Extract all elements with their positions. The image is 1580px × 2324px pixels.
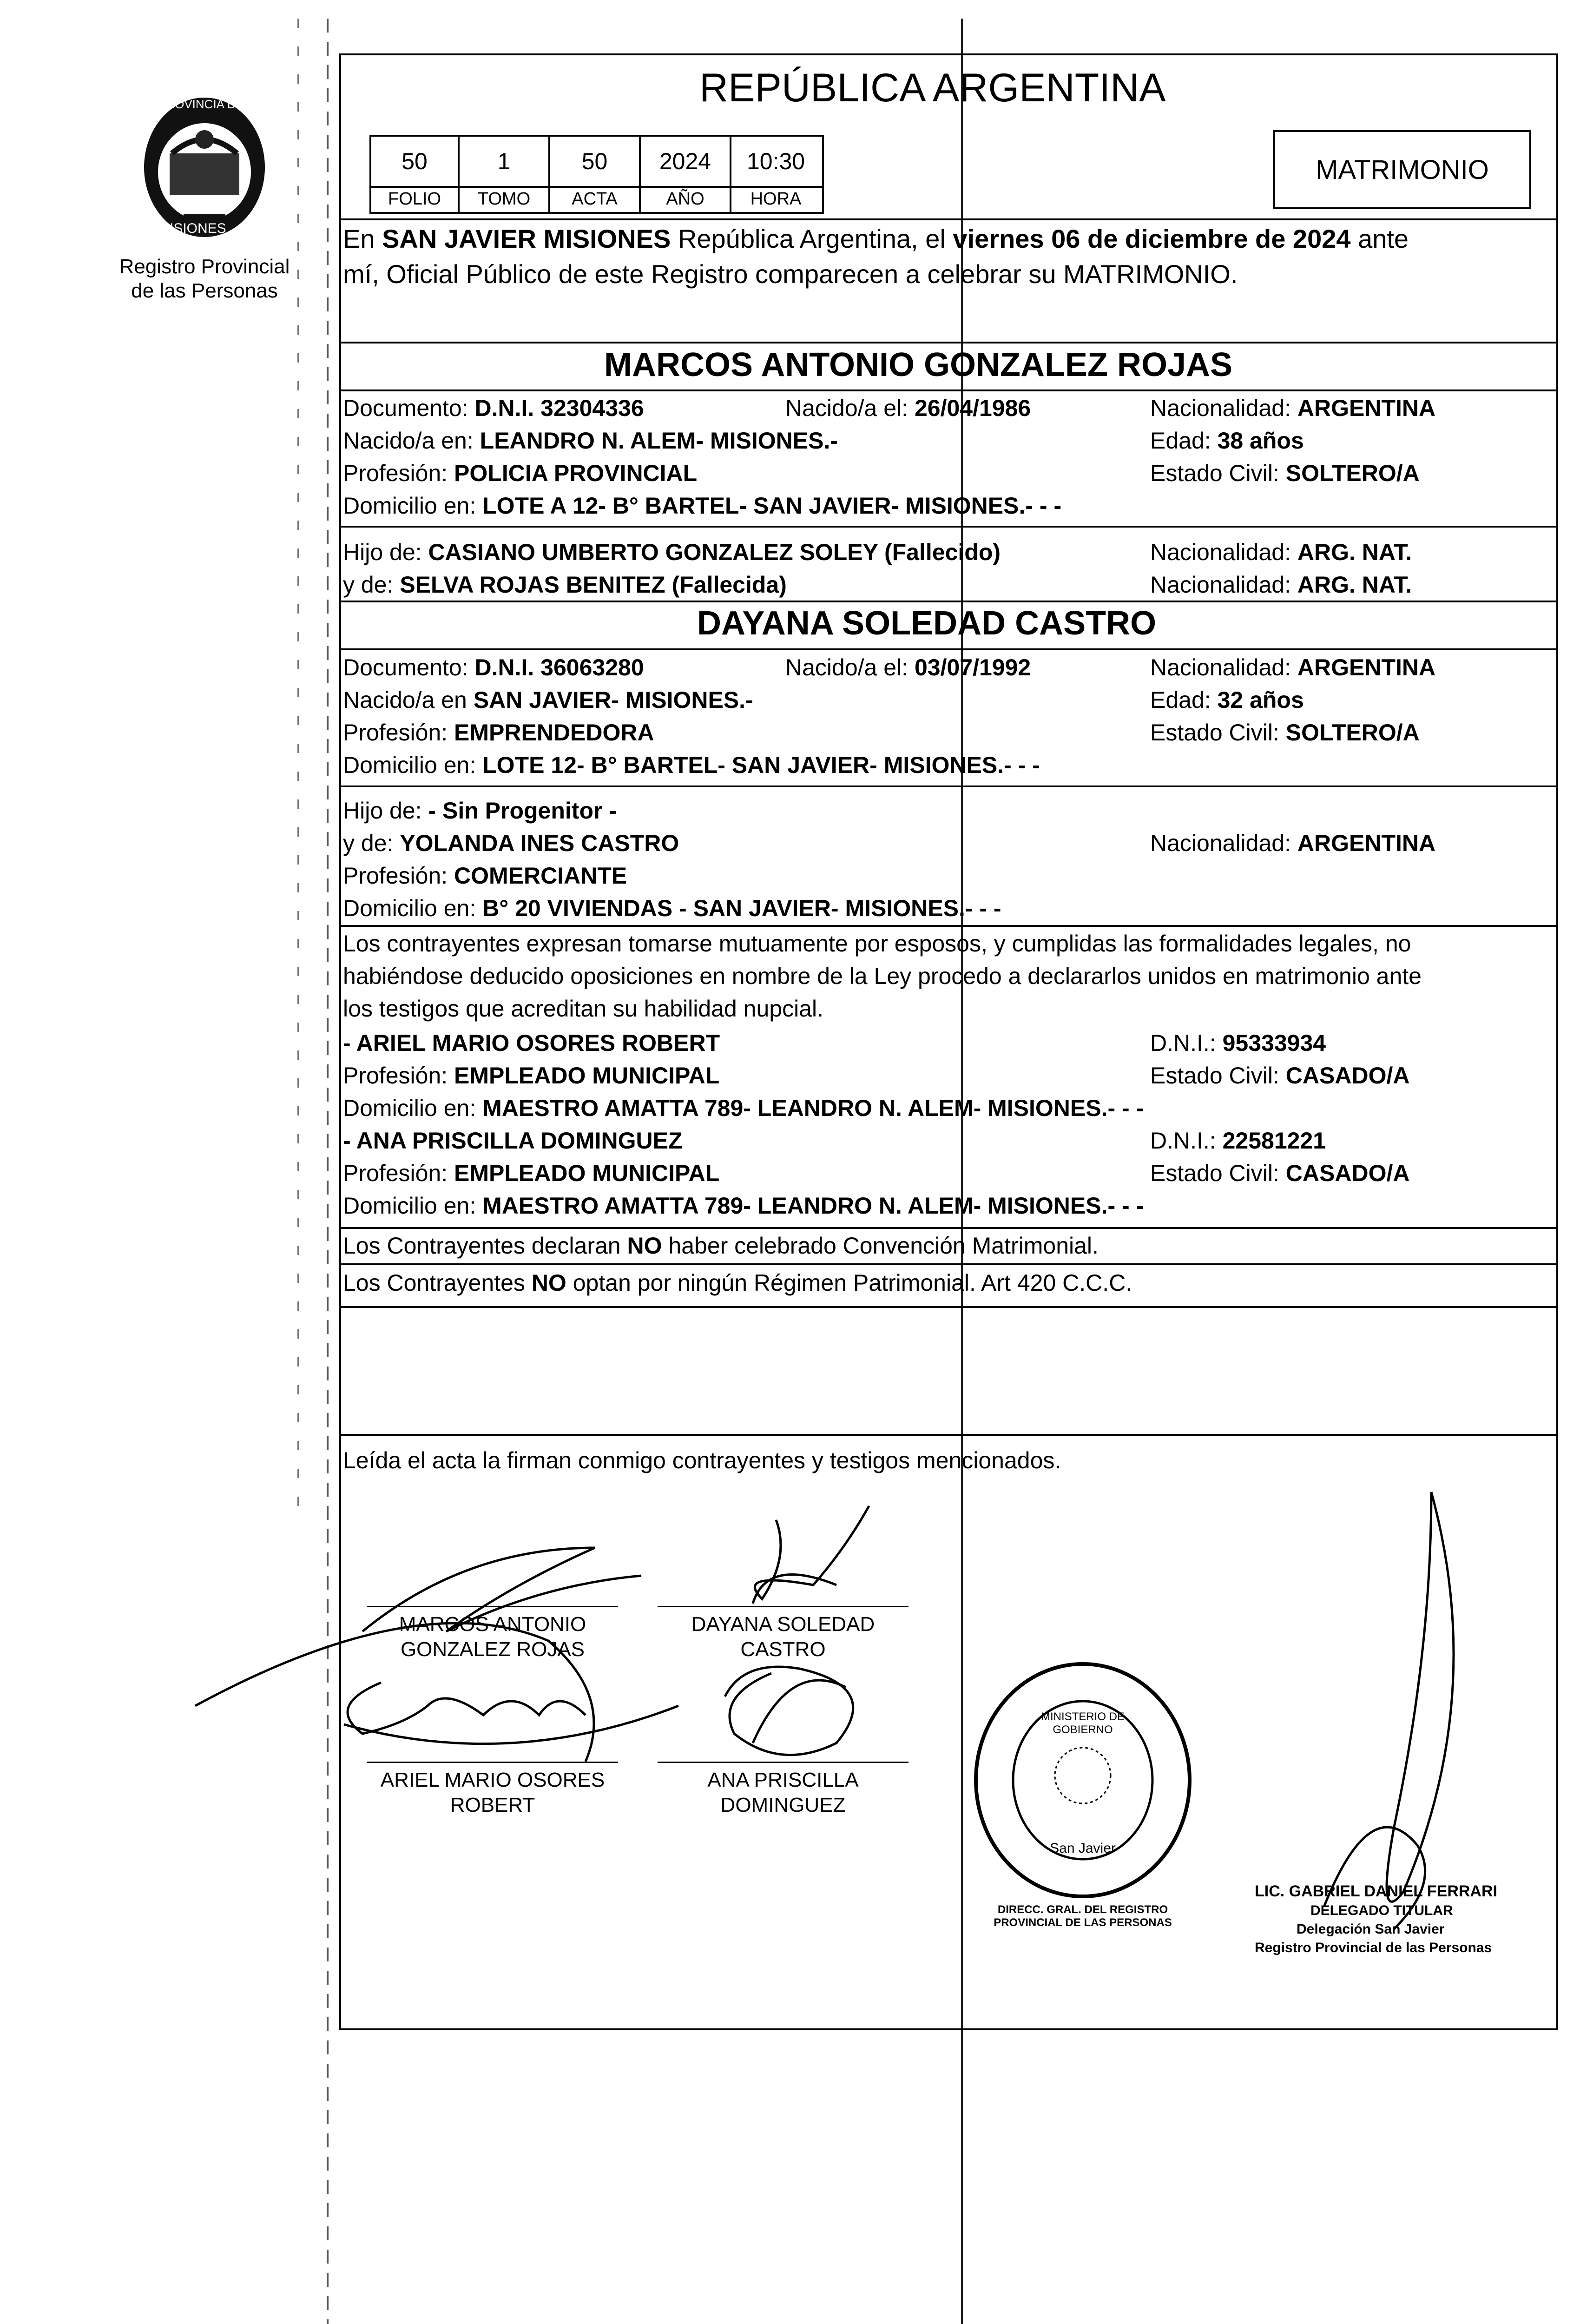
note-convention: Los Contrayentes declaran NO haber celebrado Convención Matrimonial. bbox=[343, 1233, 1099, 1259]
groom-name: MARCOS ANTONIO GONZALEZ ROJAS bbox=[604, 346, 1233, 383]
seal-text-bottom: MISIONES bbox=[158, 221, 226, 236]
bride-prof: Profesión: EMPRENDEDORA bbox=[343, 720, 654, 746]
acta-value: 50 bbox=[581, 148, 608, 174]
bride-mother-prof: Profesión: COMERCIANTE bbox=[343, 863, 627, 889]
bride-mother-addr: Domicilio en: B° 20 VIVIENDAS - SAN JAVIER- MISIONES.- - - bbox=[343, 895, 1001, 921]
bride-doc: Documento: D.N.I. 36063280 bbox=[343, 654, 644, 680]
groom-prof: Profesión: POLICIA PROVINCIAL bbox=[343, 460, 698, 486]
intro-line2: mí, Oficial Público de este Registro comparecen a celebrar su MATRIMONIO. bbox=[343, 259, 1238, 289]
country-title: REPÚBLICA ARGENTINA bbox=[699, 66, 1166, 110]
intro-line1: En SAN JAVIER MISIONES República Argentina, el viernes 06 de diciembre de 2024 ante bbox=[343, 224, 1409, 253]
bride-civil: Estado Civil: SOLTERO/A bbox=[1150, 720, 1420, 746]
bride-mother-nat: Nacionalidad: ARGENTINA bbox=[1150, 830, 1436, 856]
groom-civil: Estado Civil: SOLTERO/A bbox=[1150, 460, 1420, 486]
witness1-prof: Profesión: EMPLEADO MUNICIPAL bbox=[343, 1063, 720, 1089]
witness1-signature-caption: ARIEL MARIO OSORES ROBERT bbox=[380, 1769, 605, 1816]
witness1-dni: D.N.I.: 95333934 bbox=[1150, 1030, 1326, 1056]
bride-name: DAYANA SOLEDAD CASTRO bbox=[697, 605, 1157, 642]
acta-label: ACTA bbox=[572, 189, 618, 209]
stamp-place: San Javier bbox=[1050, 1841, 1116, 1856]
witness1-addr: Domicilio en: MAESTRO AMATTA 789- LEANDRO N. ALEM- MISIONES.- - - bbox=[343, 1095, 1144, 1121]
groom-mother: y de: SELVA ROJAS BENITEZ (Fallecida) bbox=[343, 572, 787, 598]
bride-born-in: Nacido/a en SAN JAVIER- MISIONES.- bbox=[343, 687, 753, 713]
declaration-line3: los testigos que acreditan su habilidad nupcial. bbox=[343, 996, 824, 1022]
groom-born-in: Nacido/a en: LEANDRO N. ALEM- MISIONES.- bbox=[343, 428, 838, 454]
note-regime: Los Contrayentes NO optan por ningún Régimen Patrimonial. Art 420 C.C.C. bbox=[343, 1270, 1132, 1296]
stamp-outer-text: DIRECC. GRAL. DEL REGISTRO PROVINCIAL DE LAS PERSONAS bbox=[994, 1903, 1172, 1929]
declaration-line1: Los contrayentes expresan tomarse mutuamente por esposos, y cumplidas las formalidades legales, no bbox=[343, 931, 1411, 957]
anio-label: AÑO bbox=[666, 189, 704, 209]
groom-father: Hijo de: CASIANO UMBERTO GONZALEZ SOLEY (Fallecido) bbox=[343, 539, 1001, 565]
groom-addr: Domicilio en: LOTE A 12- B° BARTEL- SAN JAVIER- MISIONES.- - - bbox=[343, 493, 1062, 519]
official-office: Delegación San Javier bbox=[1297, 1921, 1445, 1937]
hora-value: 10:30 bbox=[746, 148, 805, 174]
registry-line1: Registro Provincial bbox=[119, 255, 290, 278]
folio-label: FOLIO bbox=[388, 189, 441, 209]
official-name: LIC. GABRIEL DANIEL FERRARI bbox=[1255, 1882, 1497, 1900]
anio-value: 2024 bbox=[659, 148, 711, 174]
bride-age: Edad: 32 años bbox=[1150, 687, 1304, 713]
groom-birth: Nacido/a el: 26/04/1986 bbox=[785, 395, 1031, 421]
tomo-label: TOMO bbox=[477, 189, 531, 209]
witness2-civil: Estado Civil: CASADO/A bbox=[1150, 1160, 1410, 1186]
groom-father-nat: Nacionalidad: ARG. NAT. bbox=[1150, 539, 1412, 565]
handwritten-signatures-icon bbox=[186, 1464, 1557, 2059]
closing-text: Leída el acta la firman conmigo contrayentes y testigos mencionados. bbox=[343, 1447, 1061, 1473]
left-margin-line-2 bbox=[297, 19, 299, 1506]
witness1-name: - ARIEL MARIO OSORES ROBERT bbox=[343, 1030, 720, 1056]
witness2-prof: Profesión: EMPLEADO MUNICIPAL bbox=[343, 1160, 720, 1186]
bride-father: Hijo de: - Sin Progenitor - bbox=[343, 798, 617, 824]
groom-doc: Documento: D.N.I. 32304336 bbox=[343, 395, 644, 421]
bride-signature-caption: DAYANA SOLEDAD CASTRO bbox=[691, 1613, 875, 1661]
tomo-value: 1 bbox=[497, 148, 511, 174]
official-title: DELEGADO TITULAR bbox=[1310, 1903, 1453, 1918]
witness1-civil: Estado Civil: CASADO/A bbox=[1150, 1063, 1410, 1089]
groom-nat: Nacionalidad: ARGENTINA bbox=[1150, 395, 1436, 421]
folio-value: 50 bbox=[402, 148, 428, 174]
official-registry: Registro Provincial de las Personas bbox=[1255, 1940, 1492, 1955]
bride-addr: Domicilio en: LOTE 12- B° BARTEL- SAN JAVIER- MISIONES.- - - bbox=[343, 752, 1040, 778]
witness2-name: - ANA PRISCILLA DOMINGUEZ bbox=[343, 1128, 683, 1154]
declaration-line2: habiéndose deducido oposiciones en nombre de la Ley procedo a declararlos unidos en matrimonio ante bbox=[343, 963, 1422, 989]
groom-mother-nat: Nacionalidad: ARG. NAT. bbox=[1150, 572, 1412, 598]
hora-label: HORA bbox=[750, 189, 802, 209]
bride-birth: Nacido/a el: 03/07/1992 bbox=[785, 654, 1031, 680]
witness2-dni: D.N.I.: 22581221 bbox=[1150, 1128, 1326, 1154]
official-stamp-icon bbox=[971, 1659, 1194, 1901]
registry-line2: de las Personas bbox=[131, 279, 278, 302]
groom-signature-caption: MARCOS ANTONIO GONZALEZ ROJAS bbox=[399, 1613, 586, 1661]
bride-nat: Nacionalidad: ARGENTINA bbox=[1150, 654, 1436, 680]
seal-text-top: PROVINCIA DE bbox=[158, 97, 244, 111]
bride-mother: y de: YOLANDA INES CASTRO bbox=[343, 830, 679, 856]
witness2-addr: Domicilio en: MAESTRO AMATTA 789- LEANDRO N. ALEM- MISIONES.- - - bbox=[343, 1193, 1144, 1219]
act-type-box: MATRIMONIO bbox=[1273, 130, 1531, 209]
witness2-signature-caption: ANA PRISCILLA DOMINGUEZ bbox=[707, 1769, 859, 1816]
groom-age: Edad: 38 años bbox=[1150, 428, 1304, 454]
stamp-inner-text: MINISTERIO DE GOBIERNO bbox=[1040, 1710, 1125, 1736]
